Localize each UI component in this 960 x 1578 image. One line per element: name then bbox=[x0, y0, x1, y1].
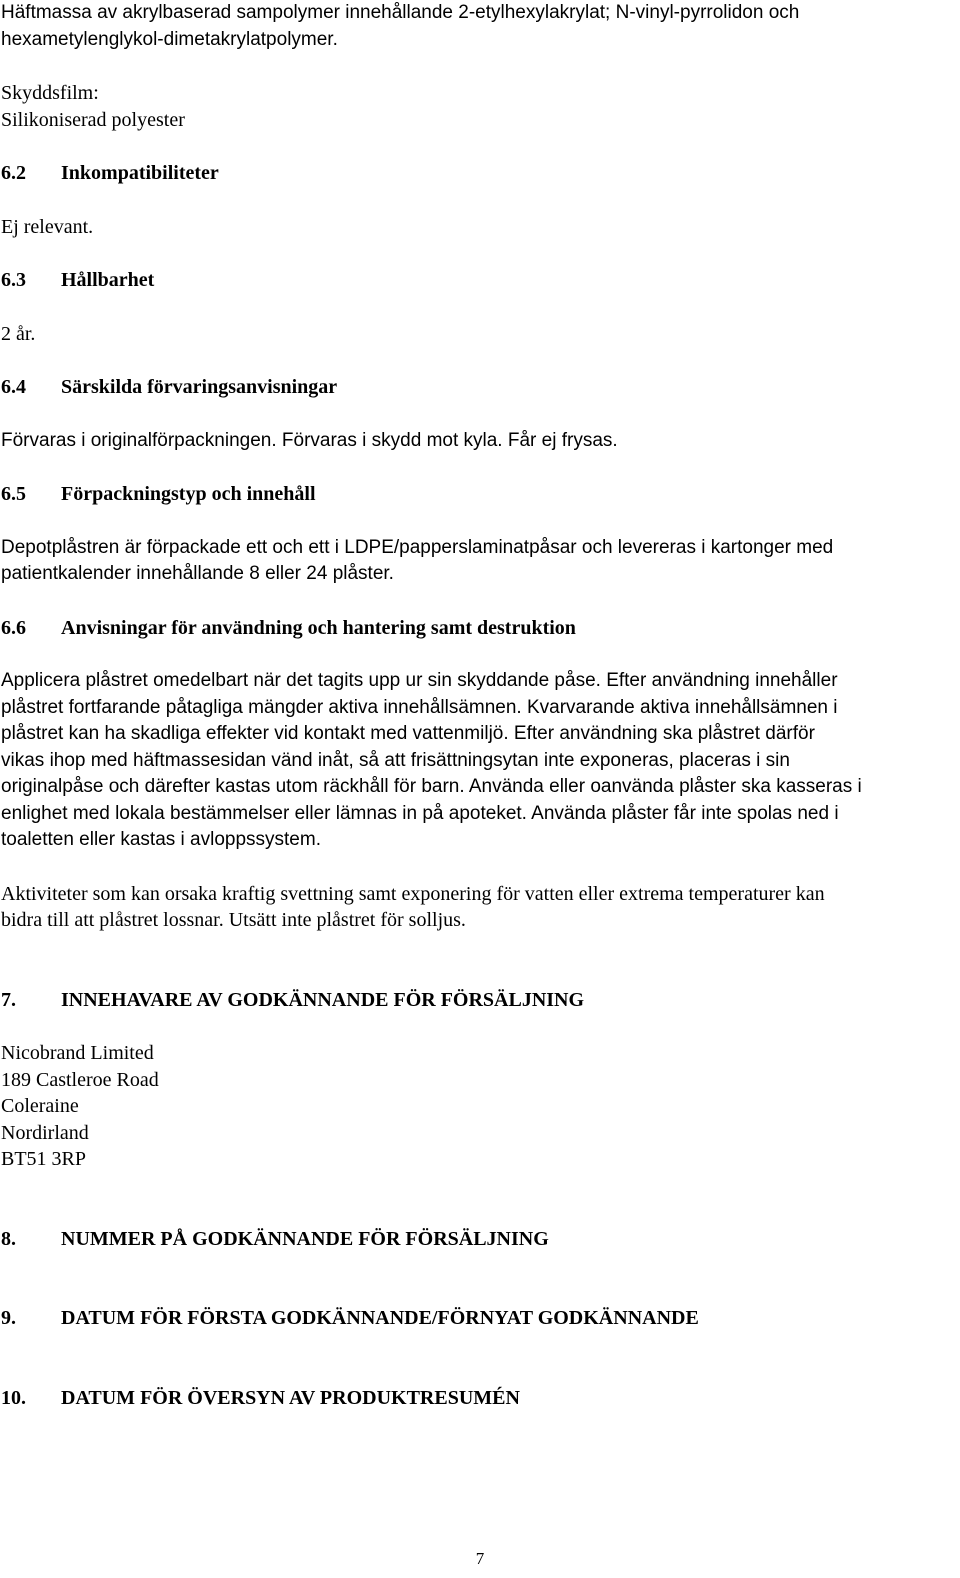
film-label: Skyddsfilm: bbox=[1, 82, 99, 104]
address-line: Coleraine bbox=[1, 1095, 79, 1117]
section-number: 8. bbox=[1, 1227, 16, 1250]
section-heading-8 bbox=[1, 1226, 957, 1253]
paragraph-line: plåstret kan ha skadliga effekter vid kontakt med vattenmiljö. Efter användning ska plåstret därför bbox=[1, 723, 815, 744]
section-heading-6-2 bbox=[1, 160, 957, 187]
section-heading-7 bbox=[1, 987, 957, 1014]
section-title: Förpackningstyp och innehåll bbox=[61, 483, 316, 505]
section-body-6-6-paragraph-2 bbox=[1, 881, 957, 934]
section-title: Hållbarhet bbox=[61, 269, 155, 291]
section-number: 6.2 bbox=[1, 162, 26, 184]
paragraph-line: plåstret fortfarande påtagliga mängder aktiva innehållsämnen. Kvarvarande aktiva innehållsämnen i bbox=[1, 696, 838, 718]
section-title: INNEHAVARE AV GODKÄNNANDE FÖR FÖRSÄLJNING bbox=[61, 988, 585, 1011]
section-body-6-2: Ej relevant. bbox=[1, 215, 94, 238]
paragraph-line: bidra till att plåstret lossnar. Utsätt inte plåstret för solljus. bbox=[1, 909, 466, 931]
paragraph-line: Aktiviteter som kan orsaka kraftig svettning samt exponering för vatten eller extrema temperaturer kan bbox=[1, 882, 825, 905]
paragraph-line: toaletten eller kastas i avloppssystem. bbox=[1, 829, 321, 850]
section-title: DATUM FÖR FÖRSTA GODKÄNNANDE/FÖRNYAT GODKÄNNANDE bbox=[61, 1307, 699, 1329]
section-heading-6-5 bbox=[1, 481, 957, 508]
paragraph-line: patientkalender innehållande 8 eller 24 plåster. bbox=[1, 563, 394, 584]
address-line: BT51 3RP bbox=[1, 1148, 87, 1170]
section-heading-6-6 bbox=[1, 615, 957, 642]
document-page bbox=[1, 0, 957, 1411]
section-title: Anvisningar för användning och hantering samt destruktion bbox=[61, 616, 576, 639]
section-body-6-4: Förvaras i originalförpackningen. Förvaras i skydd mot kyla. Får ej frysas. bbox=[1, 429, 618, 451]
paragraph-line: Depotplåstren är förpackade ett och ett i LDPE/papperslaminatpåsar och levereras i kartonger med bbox=[1, 536, 834, 558]
intro-text bbox=[1, 0, 957, 53]
section-number: 6.4 bbox=[1, 376, 26, 398]
section-title: DATUM FÖR ÖVERSYN AV PRODUKTRESUMÉN bbox=[61, 1386, 520, 1409]
section-title: Inkompatibiliteter bbox=[61, 162, 219, 184]
section-title: NUMMER PÅ GODKÄNNANDE FÖR FÖRSÄLJNING bbox=[61, 1227, 549, 1250]
section-body-6-3: 2 år. bbox=[1, 322, 36, 345]
section-heading-9 bbox=[1, 1305, 957, 1332]
section-title: Särskilda förvaringsanvisningar bbox=[61, 376, 338, 398]
section-number: 9. bbox=[1, 1307, 16, 1329]
page-number: 7 bbox=[475, 1549, 485, 1568]
address-line: Nordirland bbox=[1, 1121, 89, 1144]
holder-address bbox=[1, 1040, 957, 1173]
section-number: 10. bbox=[1, 1386, 26, 1409]
paragraph-line: enlighet med lokala bestämmelser eller lämnas in på apoteket. Använda plåster får inte spolas ned i bbox=[1, 802, 839, 824]
section-heading-6-4 bbox=[1, 374, 957, 401]
section-number: 6.5 bbox=[1, 483, 26, 505]
intro-line-1: Häftmassa av akrylbaserad sampolymer innehållande 2-etylhexylakrylat; N-vinyl-pyrrolidon och bbox=[1, 2, 800, 23]
film-value: Silikoniserad polyester bbox=[1, 108, 185, 131]
section-number: 6.6 bbox=[1, 616, 26, 639]
paragraph-line: vikas ihop med häftmassesidan vänd inåt, så att frisättningsytan inte exponeras, placeras i sin bbox=[1, 749, 790, 771]
section-heading-10 bbox=[1, 1385, 957, 1412]
paragraph-line: Applicera plåstret omedelbart när det tagits upp ur sin skyddande påse. Efter användning innehåller bbox=[1, 670, 838, 691]
section-body-6-5 bbox=[1, 535, 957, 588]
paragraph-line: originalpåse och därefter kastas utom räckhåll för barn. Använda eller oanvända plåster ska kasseras i bbox=[1, 776, 862, 797]
section-body-6-6-paragraph-1 bbox=[1, 668, 957, 854]
section-number: 7. bbox=[1, 988, 16, 1011]
section-heading-6-3 bbox=[1, 267, 957, 294]
address-line: Nicobrand Limited bbox=[1, 1042, 154, 1064]
section-number: 6.3 bbox=[1, 269, 26, 291]
intro-line-2: hexametylenglykol-dimetakrylatpolymer. bbox=[1, 28, 338, 50]
address-line: 189 Castleroe Road bbox=[1, 1068, 159, 1091]
